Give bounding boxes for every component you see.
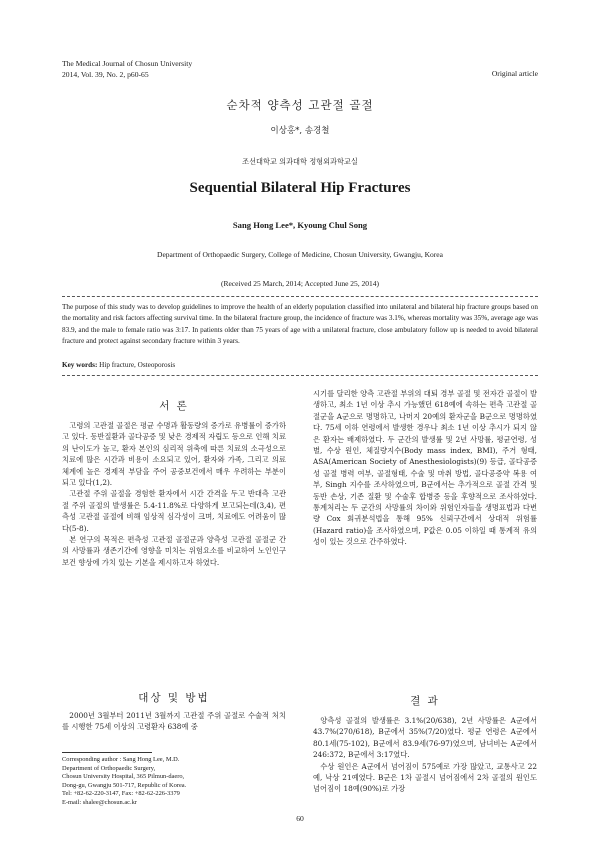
- article-type: Original article: [491, 69, 538, 78]
- title-english: Sequential Bilateral Hip Fractures: [189, 180, 411, 196]
- journal-header: [62, 58, 192, 80]
- intro-paragraph-3: 본 연구의 목적은 편측성 고관절 골절군과 양측성 고관절 골절군 간의 사망률과 생존기간에 영향을 미치는 위험요소를 비교하여 노인인구 보건 향상에 가치 있는 기본을 제시하고자 하였다.: [62, 535, 286, 567]
- intro-paragraph-1: 고령의 고관절 골절은 평균 수명과 활동량의 증가로 유병률이 증가하고 있다. 동반질환과 골다공증 및 낮은 경제적 자립도 등으로 인해 치료의 난이도가 높고, 환자 본인의 심리적 위축에 따른 치료의 소극성으로 치료에 많은 시간과 비용이 소요되고 있어, 환자와 가족, 그리고 의료 체계에 높은 경제적 부담을 주어 공중보건에서 매우 우려하는 부분이 되고 있다(1,2).: [62, 421, 286, 488]
- footnote-line: Tel: +82-62-220-3147, Fax: +82-62-226-3379: [62, 790, 180, 798]
- results-heading: 결 과: [410, 695, 440, 707]
- footnote-line: Chosun University Hospital, 365 Pilmun-daero,: [62, 773, 185, 781]
- intro-section: [62, 420, 286, 568]
- abstract-top-divider: [62, 296, 538, 297]
- journal-name: The Medical Journal of Chosun University: [62, 59, 193, 68]
- footnote-line: Corresponding author : Sang Hong Lee, M.D.: [62, 756, 180, 763]
- authors-korean: 이상홍*, 송경철: [270, 126, 330, 136]
- authors-english: Sang Hong Lee*, Kyoung Chul Song: [232, 220, 368, 230]
- results-paragraph-2: 수상 원인은 A군에서 넘어짐이 575예로 가장 많았고, 교통사고 22예, 낙상 21예였다. B군은 1차 골절시 넘어짐에서 2차 골절의 원인도 넘어짐이 18예(90%)로 가장: [313, 761, 537, 794]
- abstract-bottom-divider: [62, 375, 538, 376]
- received-dates: (Received 25 March, 2014; Accepted June 25, 2014): [220, 279, 380, 288]
- footnote-line: E-mail: shalee@chosun.ac.kr: [62, 798, 137, 806]
- title-korean: 순차적 양측성 고관절 골절: [226, 98, 374, 112]
- abstract: The purpose of this study was to develop guidelines to improve the health of an elderly population classified into unilateral and bilateral hip fracture groups based on the mortality and risk factors affecting survival time. In the bilateral fracture group, the incidence of fracture was 3.1%, whereas mortality was 35%, average age was 83.9, and the male to female ratio was 3:17. In patients older than 75 years of age with a unilateral fracture, close ambulatory follow up is needed to avoid bilateral fracture and protect against secondary fracture within 3 years.: [62, 303, 538, 346]
- footnote-rule: [62, 752, 152, 753]
- methods-section: [62, 710, 286, 733]
- methods-continued: [313, 388, 537, 548]
- affiliation-korean: 조선대학교 의과대학 정형외과학교실: [242, 157, 358, 166]
- journal-citation: 2014, Vol. 39, No. 2, p60-65: [62, 70, 149, 79]
- methods-heading: 대상 및 방법: [138, 692, 210, 704]
- corresponding-author-footnote: [62, 756, 286, 808]
- results-section: [313, 715, 537, 795]
- keywords-text: Hip fracture, Osteoporosis: [99, 361, 176, 369]
- keywords-label: Key words:: [62, 361, 98, 369]
- footnote-line: Department of Orthopaedic Surgery,: [62, 764, 156, 772]
- keywords: [62, 361, 538, 369]
- intro-heading: 서 론: [159, 400, 189, 412]
- methods-paragraph-1: 2000년 3월부터 2011년 3월까지 고관절 주위 골절로 수술적 처치를 시행한 75세 이상의 고령환자 638예 중: [62, 711, 286, 732]
- results-paragraph-1: 양측성 골절의 발생률은 3.1%(20/638), 2년 사망률은 A군에서 43.7%(270/618), B군에서 35%(7/20)였다. 평균 연령은 A군에서 80.1세(75-102), B군에서 83.9세(76-97)였으며, 남녀비는 A군에서 246:372, B군에서 3:17였다.: [313, 716, 537, 760]
- footnote-line: Dong-gu, Gwangju 501-717, Republic of Korea.: [62, 781, 187, 789]
- affiliation-english: Department of Orthopaedic Surgery, College of Medicine, Chosun University, Gwangju, Korea: [157, 250, 443, 259]
- page-number: 60: [296, 814, 304, 823]
- methods-paragraph-continued: 시기를 달리한 양측 고관절 부위의 대퇴 경부 골절 및 전자간 골절이 발생하고, 최소 1년 이상 추시 가능했던 618예에 속하는 편측 고관절 골절군을 A군으로 명명하고, 나머지 20예의 환자군을 B군으로 명명하였다. 75세 이하 연령에서 발생한 경우나 최소 1년 이상 추시가 되지 않은 환자는 배제하였다. 두 군간의 발생률 및 2년 사망률, 평균연령, 성별, 수상 원인, 체질량지수(Body mass index, BMI), 주거 형태, ASA(American Society of Anesthesiologists)(9) 등급, 골다공증성 골절 병력 여부, 골절형태, 수술 및 마취 방법, 골다공증약 복용 여부, Singh 지수를 조사하였으며, B군에서는 추가적으로 골절 간격 및 동반 손상, 기존 질환 및 수술후 합병증 등을 후향적으로 조사하였다. 통계처리는 두 군간의 사망률의 차이와 위험인자들을 생명표법과 다변량 Cox 회귀분석법을 통해 95% 신뢰구간에서 상대적 위험률(Hazard ratio)을 조사하였으며, P값은 0.05 이하일 때 통계적 유의성이 있는 것으로 간주하였다.: [313, 389, 537, 547]
- intro-paragraph-2: 고관절 주위 골절을 경험한 환자에서 시간 간격을 두고 반대측 고관절 주위 골절의 발생률은 5.4-11.8%로 다양하게 보고되는데(3,4), 편측성 고관절 골절에 비해 임상적 심각성이 크며, 치료에도 어려움이 많다(5-8).: [62, 489, 286, 533]
